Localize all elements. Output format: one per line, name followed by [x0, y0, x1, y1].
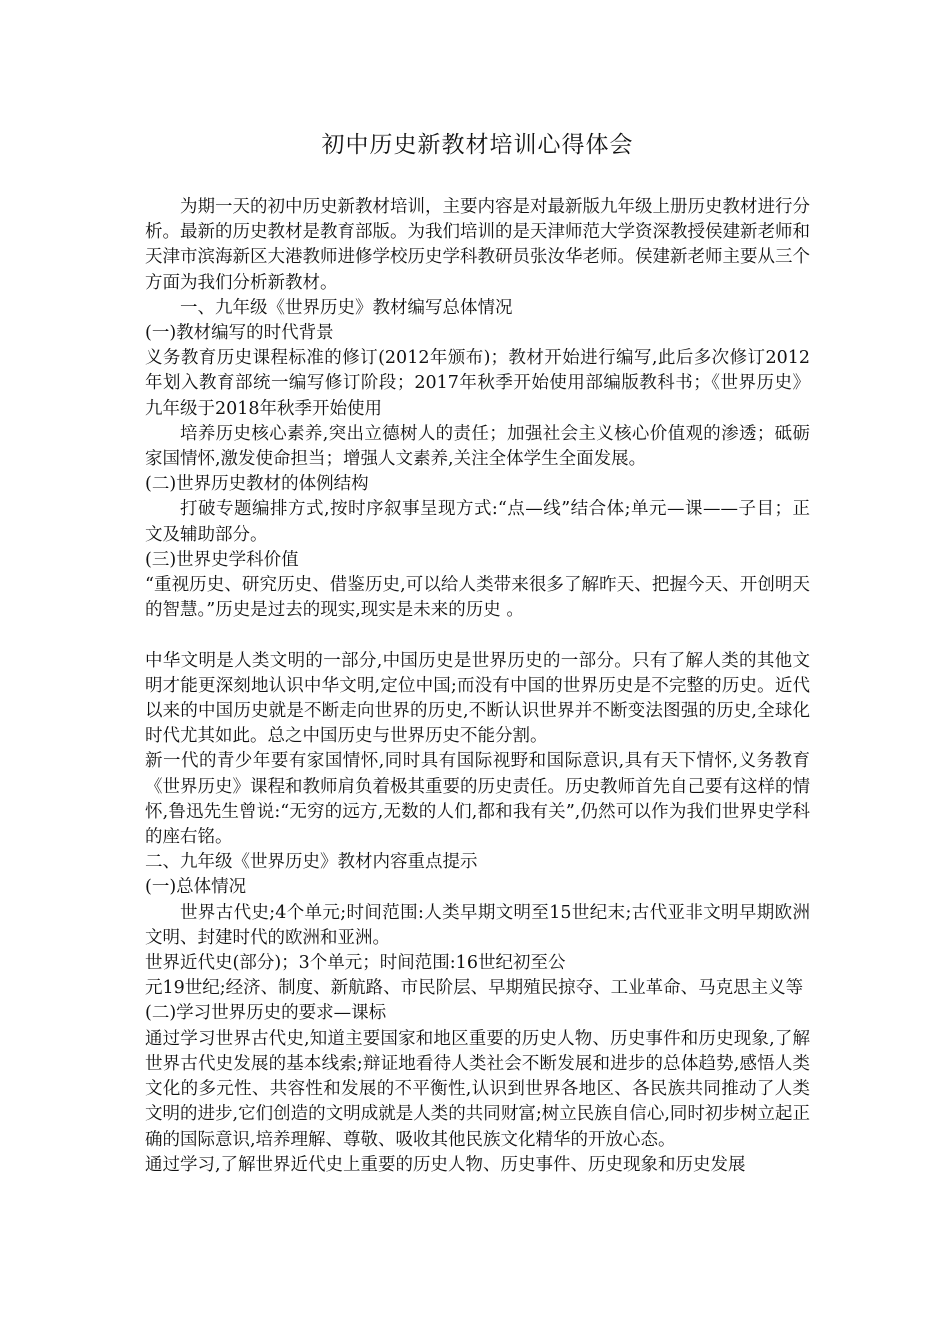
paragraph: (一)教材编写的时代背景 — [145, 323, 334, 344]
paragraph: “重视历史、研究历史、借鉴历史,可以给人类带来很多了解昨天、把握今天、开创明天的智慧。”历史是过去的现实,现实是未来的历史 。 — [145, 575, 810, 621]
paragraph: 元19世纪;经济、制度、新航路、市民阶层、早期殖民掠夺、工业革命、马克思主义等 — [145, 978, 804, 999]
paragraph: (二)学习世界历史的要求—课标 — [145, 1003, 387, 1024]
paragraph: (三)世界史学科价值 — [145, 549, 299, 570]
paragraph: 一、九年级《世界历史》教材编写总体情况 — [180, 297, 513, 318]
paragraph: 打破专题编排方式,按时序叙事呈现方式:“点—线”结合体;单元—课——子目；正文及辅助部分。 — [145, 499, 810, 545]
paragraph: 为期一天的初中历史新教材培训，主要内容是对最新版九年级上册历史教材进行分析。最新的历史教材是教育部版。为我们培训的是天津师范大学资深教授侯建新老师和天津市滨海新区大港教师进修学校历史学科教研员张汝华老师。侯建新老师主要从三个方面为我们分析新教材。 — [145, 197, 810, 293]
document-page — [145, 125, 810, 1178]
paragraph: 培养历史核心素养,突出立德树人的责任；加强社会主义核心价值观的渗透；砥砺家国情怀,激发使命担当；增强人文素养,关注全体学生全面发展。 — [145, 423, 810, 470]
document-title: 初中历史新教材培训心得体会 — [321, 132, 634, 158]
paragraph: 义务教育历史课程标准的修订(2012年颁布)；教材开始进行编写,此后多次修订2012年划入教育部统一编写修订阶段；2017年秋季开始使用部编版教科书；《世界历史》九年级于2018年秋季开始使用 — [145, 348, 810, 419]
document-body — [145, 195, 810, 1178]
paragraph: (一)总体情况 — [145, 877, 247, 898]
paragraph: (二)世界历史教材的体例结构 — [145, 474, 369, 495]
paragraph: 世界近代史(部分)；3个单元；时间范围:16世纪初至公 — [145, 953, 566, 974]
paragraph: 新一代的青少年要有家国情怀,同时具有国际视野和国际意识,具有天下情怀,义务教育《世界历史》课程和教师肩负着极其重要的历史责任。历史教师首先自己要有这样的情怀,鲁迅先生曾说:“无穷的远方,无数的人们,都和我有关”,仍然可以作为我们世界史学科的座右铭。 — [145, 751, 810, 848]
paragraph: 通过学习,了解世界近代史上重要的历史人物、历史事件、历史现象和历史发展 — [145, 1154, 746, 1175]
blank-line — [145, 623, 810, 648]
paragraph: 世界古代史;4个单元;时间范围:人类早期文明至15世纪末;古代亚非文明早期欧洲文明、封建时代的欧洲和亚洲。 — [145, 902, 810, 948]
paragraph: 中华文明是人类文明的一部分,中国历史是世界历史的一部分。只有了解人类的其他文明才能更深刻地认识中华文明,定位中国;而没有中国的世界历史是不完整的历史。近代以来的中国历史就是不断走向世界的历史,不断认识世界并不断变法图强的历史,全球化时代尤其如此。总之中国历史与世界历史不能分割。 — [145, 650, 810, 747]
paragraph: 二、九年级《世界历史》教材内容重点提示 — [145, 852, 478, 873]
paragraph: 通过学习世界古代史,知道主要国家和地区重要的历史人物、历史事件和历史现象,了解世界古代史发展的基本线索;辩证地看待人类社会不断发展和进步的总体趋势,感悟人类文化的多元性、共容性和发展的不平衡性,认识到世界各地区、各民族共同推动了人类文明的进步,它们创造的文明成就是人类的共同财富;树立民族自信心,同时初步树立起正确的国际意识,培养理解、尊敬、吸收其他民族文化精华的开放心态。 — [145, 1028, 810, 1150]
